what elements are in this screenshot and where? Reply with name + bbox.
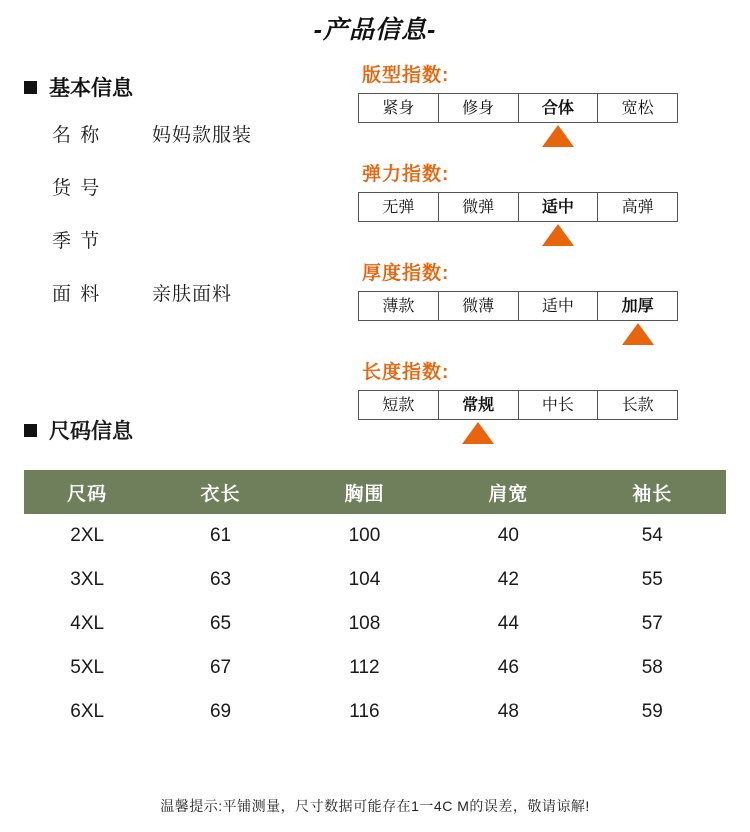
cell-bust: 104 — [348, 569, 381, 590]
cell-size: 2XL — [70, 525, 105, 546]
column-header: 胸围 — [291, 470, 438, 514]
index-option-selected[interactable]: 合体 — [518, 93, 598, 123]
index-option[interactable]: 修身 — [438, 93, 518, 123]
cell-size: 5XL — [70, 657, 105, 678]
cell-sleeve: 55 — [641, 569, 663, 590]
info-value: 妈妈款服装 — [152, 125, 253, 146]
column-header: 袖长 — [579, 470, 726, 514]
size-table — [24, 470, 726, 734]
index-option[interactable]: 微弹 — [438, 192, 518, 222]
index-option[interactable]: 无弹 — [358, 192, 438, 222]
basic-info-section — [24, 72, 354, 332]
page-title: -产品信息- — [313, 16, 437, 44]
index-group-fit — [358, 60, 728, 149]
index-option[interactable]: 适中 — [518, 291, 598, 321]
info-label: 面 料 — [52, 284, 102, 305]
index-option[interactable]: 微薄 — [438, 291, 518, 321]
table-row — [24, 514, 726, 558]
info-row — [52, 279, 354, 306]
index-group-length — [358, 357, 728, 446]
footer-note: 温馨提示:平铺测量，尺寸数据可能存在1一4C M的误差，敬请谅解! — [160, 798, 590, 814]
index-group-title: 版型指数: — [362, 65, 450, 86]
cell-shoulder: 40 — [497, 525, 519, 546]
cell-bust: 116 — [349, 701, 380, 722]
index-option[interactable]: 高弹 — [597, 192, 678, 222]
table-row — [24, 602, 726, 646]
size-info-heading-label: 尺码信息 — [49, 420, 133, 443]
cell-sleeve: 54 — [641, 525, 663, 546]
column-header: 肩宽 — [438, 470, 578, 514]
info-row — [52, 173, 354, 200]
cell-shoulder: 48 — [497, 701, 519, 722]
basic-info-heading — [24, 72, 354, 102]
column-header: 衣长 — [150, 470, 290, 514]
cell-bust: 112 — [349, 657, 380, 678]
cell-size: 4XL — [70, 613, 105, 634]
selection-arrow-icon — [622, 323, 654, 345]
index-option-selected[interactable]: 适中 — [518, 192, 598, 222]
cell-length: 61 — [209, 525, 232, 546]
info-label: 季 节 — [52, 231, 102, 252]
cell-length: 67 — [209, 657, 232, 678]
cell-size: 3XL — [70, 569, 105, 590]
index-option-row — [358, 93, 678, 123]
cell-bust: 108 — [348, 613, 381, 634]
index-option-row — [358, 291, 678, 321]
cell-shoulder: 42 — [497, 569, 519, 590]
index-marker-row — [358, 123, 678, 149]
info-row — [52, 120, 354, 147]
cell-bust: 100 — [348, 525, 381, 546]
index-group-title: 弹力指数: — [362, 164, 450, 185]
cell-shoulder: 46 — [497, 657, 519, 678]
info-label: 货 号 — [52, 178, 102, 199]
index-option[interactable]: 薄款 — [358, 291, 438, 321]
square-bullet-icon — [24, 424, 37, 437]
cell-sleeve: 57 — [641, 613, 663, 634]
selection-arrow-icon — [462, 422, 494, 444]
cell-size: 6XL — [70, 701, 105, 722]
size-info-heading — [24, 415, 133, 445]
table-row — [24, 646, 726, 690]
index-option-selected[interactable]: 加厚 — [597, 291, 678, 321]
table-row — [24, 690, 726, 734]
index-scales-section — [358, 60, 728, 456]
index-option[interactable]: 宽松 — [597, 93, 678, 123]
index-marker-row — [358, 222, 678, 248]
index-group-title: 厚度指数: — [362, 263, 450, 284]
cell-shoulder: 44 — [497, 613, 519, 634]
square-bullet-icon — [24, 81, 37, 94]
index-option-row — [358, 192, 678, 222]
info-row — [52, 226, 354, 253]
cell-sleeve: 58 — [641, 657, 663, 678]
selection-arrow-icon — [542, 125, 574, 147]
index-group-elasticity — [358, 159, 728, 248]
index-marker-row — [358, 420, 678, 446]
table-row — [24, 558, 726, 602]
index-option[interactable]: 紧身 — [358, 93, 438, 123]
index-option[interactable]: 长款 — [597, 390, 678, 420]
table-header-row — [24, 470, 726, 514]
index-option[interactable]: 短款 — [358, 390, 438, 420]
selection-arrow-icon — [542, 224, 574, 246]
column-header: 尺码 — [24, 470, 150, 514]
cell-sleeve: 59 — [641, 701, 663, 722]
index-marker-row — [358, 321, 678, 347]
index-option-selected[interactable]: 常规 — [438, 390, 518, 420]
index-option[interactable]: 中长 — [518, 390, 598, 420]
cell-length: 63 — [209, 569, 232, 590]
cell-length: 65 — [209, 613, 232, 634]
info-value: 亲肤面料 — [152, 284, 233, 305]
basic-info-heading-label: 基本信息 — [49, 77, 133, 100]
index-option-row — [358, 390, 678, 420]
index-group-thickness — [358, 258, 728, 347]
index-group-title: 长度指数: — [362, 362, 450, 383]
cell-length: 69 — [209, 701, 232, 722]
info-label: 名 称 — [52, 125, 102, 146]
